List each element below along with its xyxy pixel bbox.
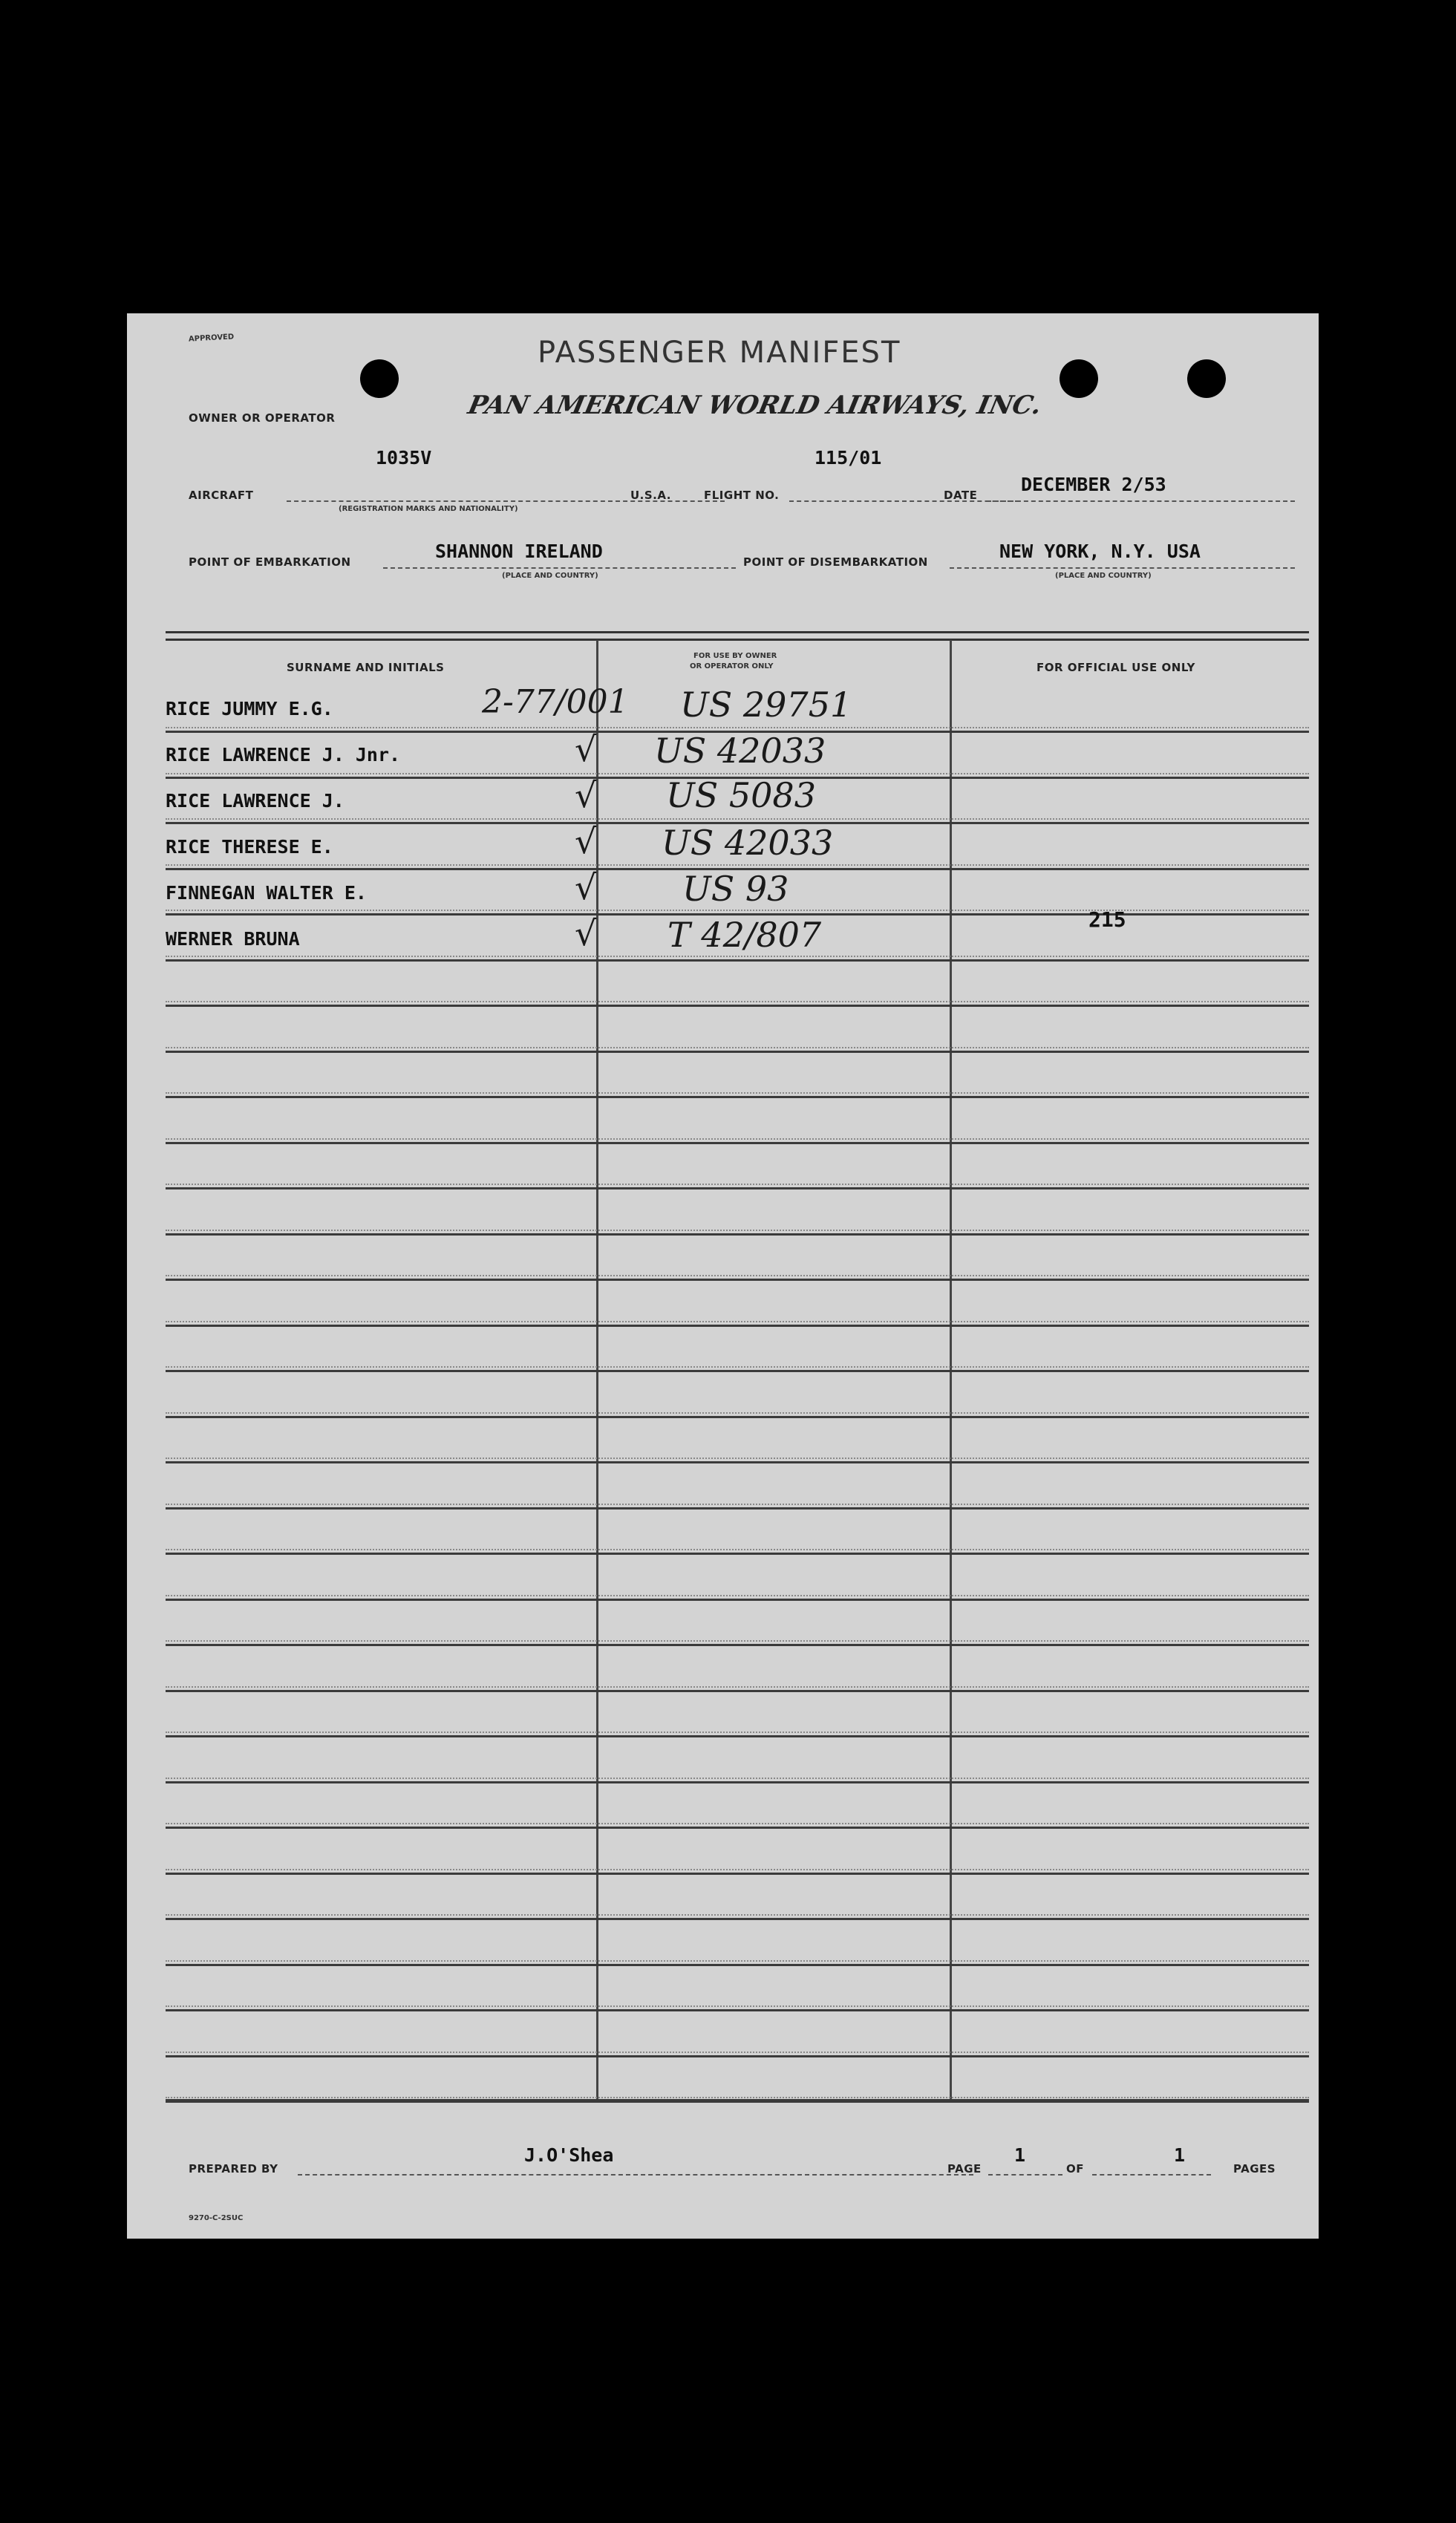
row-rule-dotted: [166, 864, 1309, 866]
manifest-sheet: [127, 313, 1319, 2239]
row-rule-dotted: [166, 1960, 1309, 1962]
passenger-name: RICE LAWRENCE J. Jnr.: [166, 744, 401, 766]
embarkation-sublabel: (PLACE AND COUNTRY): [502, 572, 598, 580]
owner-code: US 5083: [666, 775, 816, 815]
official-number: 215: [1088, 907, 1126, 932]
disembarkation-value: NEW YORK, N.Y. USA: [999, 541, 1201, 562]
owner-code: US 93: [682, 869, 789, 909]
row-rule-dotted: [166, 1138, 1309, 1140]
check-mark: √: [575, 867, 597, 907]
passenger-name: RICE JUMMY E.G.: [166, 698, 333, 719]
page-label: PAGE: [947, 2162, 982, 2176]
owner-code: T 42/807: [667, 915, 822, 955]
row-rule-dotted: [166, 1458, 1309, 1459]
row-rule-dotted: [166, 818, 1309, 820]
flight-label: FLIGHT NO.: [704, 489, 780, 502]
table-top-rule-2: [166, 639, 1309, 641]
row-rule: [166, 1918, 1309, 1920]
owner-label: OWNER OR OPERATOR: [189, 411, 336, 425]
row-rule-dotted: [166, 727, 1309, 728]
row-rule-dotted: [166, 1412, 1309, 1414]
page-value: 1: [1014, 2144, 1026, 2166]
flight-value: 115/01: [814, 447, 882, 469]
row-rule: [166, 1096, 1309, 1098]
check-mark: √: [575, 821, 597, 861]
date-value: DECEMBER 2/53: [1021, 474, 1166, 495]
row-rule-dotted: [166, 773, 1309, 774]
pages-label: PAGES: [1233, 2162, 1276, 2176]
embarkation-line: [383, 567, 736, 569]
row-rule-dotted: [166, 1230, 1309, 1231]
row-rule: [166, 1325, 1309, 1327]
embarkation-value: SHANNON IRELAND: [435, 541, 603, 562]
col-official-header: FOR OFFICIAL USE ONLY: [1036, 661, 1195, 674]
row-rule-dotted: [166, 1914, 1309, 1916]
passenger-name: WERNER BRUNA: [166, 928, 300, 950]
passenger-name: RICE THERESE E.: [166, 836, 333, 858]
of-value: 1: [1174, 2144, 1186, 2166]
row-rule-dotted: [166, 1321, 1309, 1322]
passenger-name: FINNEGAN WALTER E.: [166, 882, 367, 904]
row-rule: [166, 1964, 1309, 1966]
punch-hole-left: [360, 359, 399, 398]
row-rule-dotted: [166, 1001, 1309, 1002]
punch-hole-right: [1187, 359, 1226, 398]
aircraft-value: 1035V: [376, 447, 432, 469]
row-rule-dotted: [166, 1595, 1309, 1596]
row-rule: [166, 1735, 1309, 1737]
row-rule-dotted: [166, 1366, 1309, 1368]
check-mark: √: [575, 775, 597, 815]
col-surname-header: SURNAME AND INITIALS: [287, 661, 445, 674]
row-rule-dotted: [166, 1184, 1309, 1185]
row-rule-dotted: [166, 1686, 1309, 1688]
row-rule: [166, 1142, 1309, 1144]
punch-hole-center: [1060, 359, 1098, 398]
manifest-title: PASSENGER MANIFEST: [538, 336, 901, 370]
flight-line: [789, 500, 1019, 502]
row-rule: [166, 1187, 1309, 1189]
disembarkation-line: [950, 567, 1295, 569]
row-rule-dotted: [166, 1731, 1309, 1733]
row-rule-dotted: [166, 1549, 1309, 1550]
of-label: OF: [1066, 2162, 1084, 2176]
row-rule: [166, 1553, 1309, 1555]
approval-stamp: APPROVED: [188, 333, 235, 344]
date-label: DATE: [944, 489, 978, 502]
col-owner-header-1: FOR USE BY OWNER: [693, 652, 777, 660]
passenger-name: RICE LAWRENCE J.: [166, 790, 345, 812]
form-code: 9270-C-2SUC: [189, 2214, 244, 2222]
row-rule: [166, 959, 1309, 962]
table-bottom-rule: [166, 2099, 1309, 2101]
of-line: [1092, 2174, 1211, 2176]
row-rule-dotted: [166, 1640, 1309, 1642]
row-rule-dotted: [166, 910, 1309, 911]
row-rule-dotted: [166, 1275, 1309, 1276]
row-rule: [166, 1370, 1309, 1372]
prepared-label: PREPARED BY: [189, 2162, 278, 2176]
row-rule-dotted: [166, 2052, 1309, 2053]
row-rule: [166, 1507, 1309, 1509]
prepared-value: J.O'Shea: [524, 2144, 614, 2166]
row-rule-dotted: [166, 2097, 1309, 2098]
row-rule-dotted: [166, 1869, 1309, 1870]
row-rule-dotted: [166, 1778, 1309, 1779]
row-rule: [166, 1827, 1309, 1829]
aircraft-label: AIRCRAFT: [189, 489, 254, 502]
col-owner-header-2: OR OPERATOR ONLY: [690, 662, 774, 670]
row-rule-dotted: [166, 2005, 1309, 2007]
row-rule-dotted: [166, 1092, 1309, 1094]
page-line: [988, 2174, 1062, 2176]
disembarkation-label: POINT OF DISEMBARKATION: [743, 555, 928, 569]
airline-name: PAN AMERICAN WORLD AIRWAYS, INC.: [465, 391, 1045, 420]
disembarkation-sublabel: (PLACE AND COUNTRY): [1055, 572, 1152, 580]
row-rule: [166, 1051, 1309, 1053]
check-mark: √: [575, 913, 597, 953]
row-rule: [166, 2055, 1309, 2057]
row-rule: [166, 1005, 1309, 1007]
row-rule: [166, 1781, 1309, 1783]
row-rule: [166, 2009, 1309, 2011]
row-rule: [166, 1690, 1309, 1692]
margin-note: 2-77/001: [482, 683, 629, 721]
aircraft-sublabel: (REGISTRATION MARKS AND NATIONALITY): [339, 505, 518, 513]
row-rule-dotted: [166, 1047, 1309, 1048]
row-rule-dotted: [166, 1823, 1309, 1824]
table-top-rule-1: [166, 631, 1309, 633]
embarkation-label: POINT OF EMBARKATION: [189, 555, 351, 569]
row-rule: [166, 1233, 1309, 1236]
row-rule: [166, 1873, 1309, 1875]
row-rule: [166, 1279, 1309, 1281]
owner-code: US 42033: [654, 731, 826, 771]
owner-code: US 42033: [662, 823, 834, 863]
prepared-line: [298, 2174, 973, 2176]
date-line: [987, 500, 1295, 502]
owner-code: US 29751: [680, 685, 852, 725]
row-rule: [166, 1416, 1309, 1418]
usa-label: U.S.A.: [630, 489, 671, 502]
row-rule-dotted: [166, 1504, 1309, 1505]
check-mark: √: [575, 729, 597, 769]
row-rule: [166, 1461, 1309, 1463]
row-rule: [166, 1644, 1309, 1646]
row-rule: [166, 1599, 1309, 1601]
row-rule-dotted: [166, 956, 1309, 957]
